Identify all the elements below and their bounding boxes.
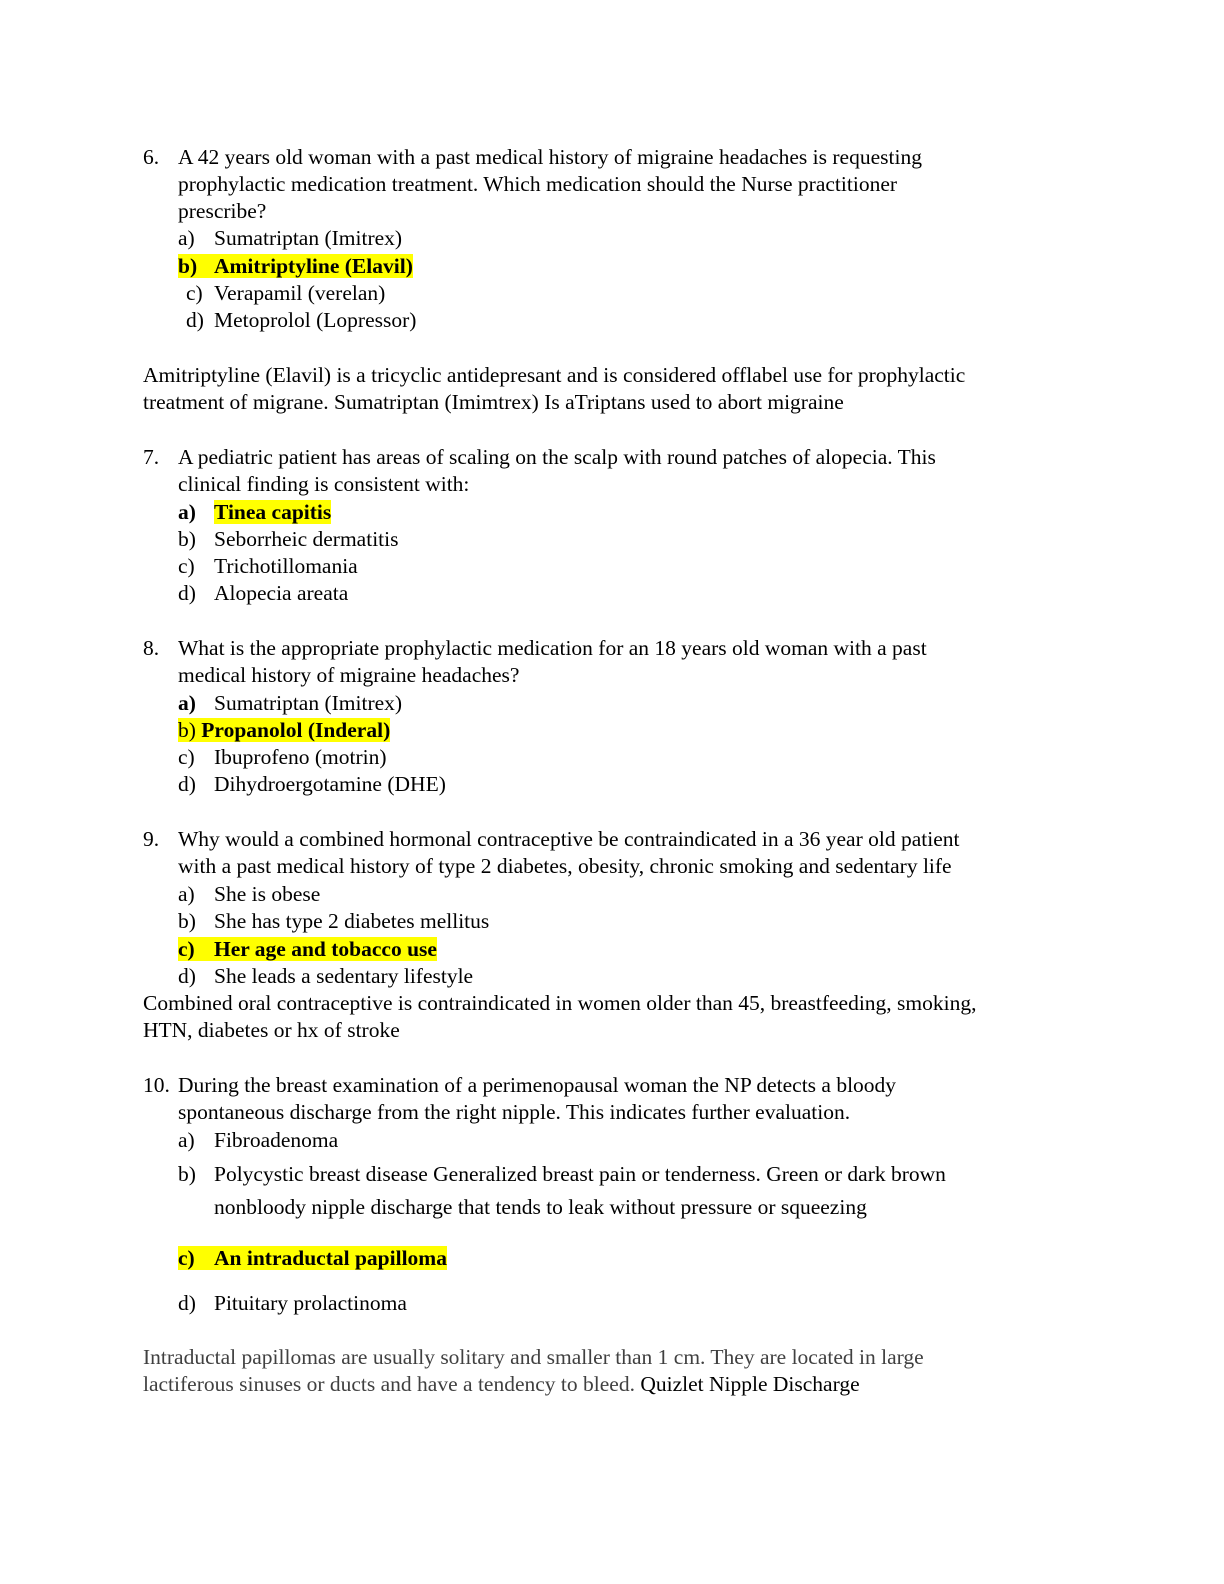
rationale-line: Intraductal papillomas are usually solitary and smaller than 1 cm. They are located in large — [143, 1345, 924, 1369]
option-text: Ibuprofeno (motrin) — [214, 745, 387, 769]
option-text: She has type 2 diabetes mellitus — [214, 909, 490, 933]
question-stem-line: clinical finding is consistent with: — [178, 472, 470, 496]
option-letter: c) — [186, 281, 203, 305]
answer-option — [178, 1161, 946, 1188]
option-text: Polycystic breast disease Generalized breast pain or tenderness. Green or dark brown — [214, 1162, 946, 1186]
option-letter: a) — [178, 500, 196, 524]
answer-option — [178, 1127, 338, 1154]
option-text: Verapamil (verelan) — [214, 281, 386, 305]
question-stem-line: What is the appropriate prophylactic medication for an 18 years old woman with a past — [178, 636, 927, 660]
rationale-line: Amitriptyline (Elavil) is a tricyclic antidepresant and is considered offlabel use for prophylactic — [143, 363, 966, 387]
option-letter: c) — [178, 554, 195, 578]
question-stem-line: with a past medical history of type 2 diabetes, obesity, chronic smoking and sedentary life — [178, 854, 952, 878]
answer-option — [178, 744, 387, 771]
option-letter: b) — [178, 527, 196, 551]
question-number: 10. — [143, 1073, 170, 1097]
answer-option — [178, 963, 473, 990]
option-text: She leads a sedentary lifestyle — [214, 964, 474, 988]
option-letter: d) — [178, 964, 196, 988]
option-text: Tinea capitis — [214, 500, 332, 524]
option-letter: c) — [178, 1246, 195, 1270]
option-text: Metoprolol (Lopressor) — [214, 308, 417, 332]
option-text: She is obese — [214, 882, 321, 906]
rationale-source: Quizlet Nipple Discharge — [634, 1372, 860, 1396]
answer-option — [186, 307, 416, 334]
option-letter: d) — [178, 772, 196, 796]
answer-option — [178, 908, 489, 935]
option-letter: c) — [178, 745, 195, 769]
question-stem-line: medical history of migraine headaches? — [178, 663, 520, 687]
correct-answer-option — [178, 717, 390, 744]
question-number: 7. — [143, 445, 160, 469]
answer-option — [186, 280, 385, 307]
option-letter: a) — [178, 882, 195, 906]
rationale-line: HTN, diabetes or hx of stroke — [143, 1018, 400, 1042]
option-text: Seborrheic dermatitis — [214, 527, 399, 551]
answer-option — [178, 690, 402, 717]
answer-option — [178, 881, 320, 908]
option-letter: a) — [178, 691, 196, 715]
answer-option — [178, 225, 402, 252]
option-text-continuation: nonbloody nipple discharge that tends to leak without pressure or squeezing — [214, 1195, 867, 1219]
option-text: Sumatriptan (Imitrex) — [214, 691, 403, 715]
answer-option — [178, 526, 398, 553]
option-text: Pituitary prolactinoma — [214, 1291, 407, 1315]
question-stem-line: A 42 years old woman with a past medical history of migraine headaches is requesting — [178, 145, 922, 169]
option-text: Alopecia areata — [214, 581, 349, 605]
rationale-text: lactiferous sinuses or ducts and have a tendency to bleed. — [143, 1372, 635, 1396]
question-stem-line: spontaneous discharge from the right nipple. This indicates further evaluation. — [178, 1100, 851, 1124]
correct-answer-option — [178, 1245, 447, 1272]
answer-option — [178, 553, 358, 580]
question-number: 8. — [143, 636, 160, 660]
answer-option — [178, 1290, 407, 1317]
option-letter: b) — [178, 1162, 196, 1186]
answer-option — [178, 580, 348, 607]
question-number: 9. — [143, 827, 160, 851]
answer-option — [178, 771, 446, 798]
option-letter: c) — [178, 937, 195, 961]
option-letter: b) — [178, 718, 196, 742]
option-text: Dihydroergotamine (DHE) — [214, 772, 446, 796]
option-letter: b) — [178, 909, 196, 933]
option-text: Sumatriptan (Imitrex) — [214, 226, 403, 250]
option-text: Trichotillomania — [214, 554, 358, 578]
option-letter: d) — [178, 1291, 196, 1315]
option-letter: b) — [178, 254, 198, 278]
rationale-line: Combined oral contraceptive is contraindicated in women older than 45, breastfeeding, smoking, — [143, 991, 977, 1015]
option-text: Propanolol (Inderal) — [201, 718, 391, 742]
question-stem-line: A pediatric patient has areas of scaling on the scalp with round patches of alopecia. This — [178, 445, 936, 469]
option-text: An intraductal papilloma — [214, 1246, 447, 1270]
question-number: 6. — [143, 145, 160, 169]
option-letter: a) — [178, 1128, 195, 1152]
rationale-line — [143, 1371, 860, 1398]
option-letter: d) — [178, 581, 196, 605]
question-stem-line: Why would a combined hormonal contraceptive be contraindicated in a 36 year old patient — [178, 827, 960, 851]
option-text: Fibroadenoma — [214, 1128, 339, 1152]
question-stem-line: prescribe? — [178, 199, 267, 223]
rationale-line: treatment of migrane. Sumatriptan (Imimtrex) Is aTriptans used to abort migraine — [143, 390, 844, 414]
option-letter: d) — [186, 308, 204, 332]
question-stem-line: prophylactic medication treatment. Which medication should the Nurse practitioner — [178, 172, 898, 196]
correct-answer-option — [178, 253, 413, 280]
option-text: Amitriptyline (Elavil) — [214, 254, 413, 278]
correct-answer-option — [178, 499, 331, 526]
option-text: Her age and tobacco use — [214, 937, 437, 961]
option-letter: a) — [178, 226, 195, 250]
correct-answer-option — [178, 936, 437, 963]
question-stem-line: During the breast examination of a perimenopausal woman the NP detects a bloody — [178, 1073, 897, 1097]
